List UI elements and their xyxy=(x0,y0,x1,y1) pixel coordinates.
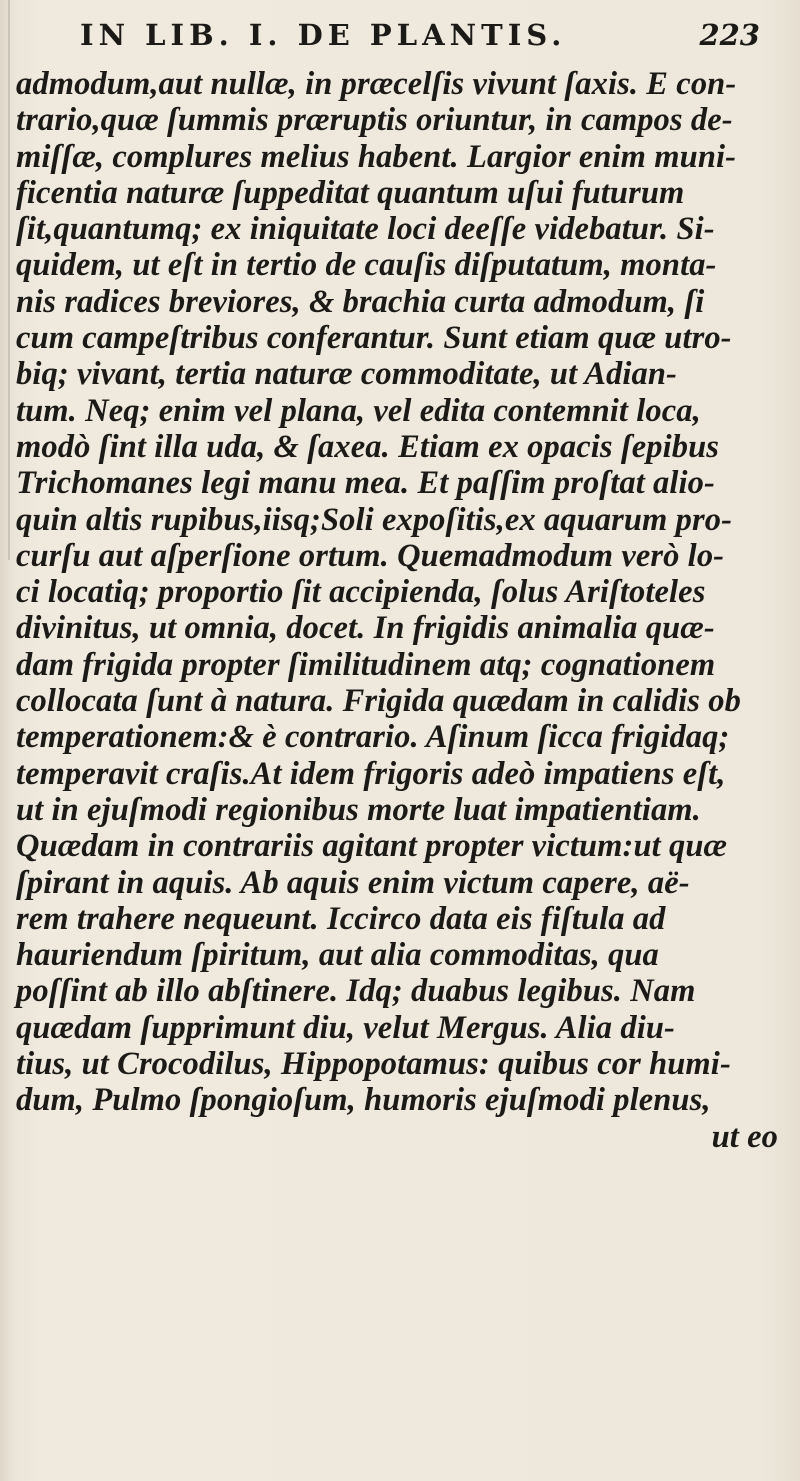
page-header xyxy=(80,14,760,58)
text-line: ſpirant in aquis. Ab aquis enim victum capere, aë- xyxy=(16,864,690,901)
text-line: tius, ut Crocodilus, Hippopotamus: quibus cor humi- xyxy=(16,1046,731,1083)
text-line: dum, Pulmo ſpongioſum, humoris ejuſmodi plenus, xyxy=(16,1082,711,1119)
text-line: temperavit craſis.At idem frigoris adeò impatiens eſt, xyxy=(16,755,726,792)
text-line: biq; vivant, tertia naturæ commoditate, ut Adian- xyxy=(16,356,677,393)
text-line: ut in ejuſmodi regionibus morte luat impatientiam. xyxy=(16,791,701,828)
body-text xyxy=(16,66,796,1155)
text-line: quædam ſupprimunt diu, velut Mergus. Alia diu- xyxy=(16,1009,675,1046)
text-line: curſu aut aſperſione ortum. Quemadmodum verò lo- xyxy=(16,537,725,574)
page-fold-shadow xyxy=(8,0,10,560)
text-line: temperationem:& è contrario. Aſinum ſicca frigidaq; xyxy=(16,719,730,756)
text-line: divinitus, ut omnia, docet. In frigidis animalia quæ- xyxy=(16,610,715,647)
text-line: quidem, ut eſt in tertio de cauſis diſputatum, monta- xyxy=(16,247,717,284)
text-line: dam frigida propter ſimilitudinem atq; cognationem xyxy=(16,646,716,683)
catchword: ut eo xyxy=(711,1118,778,1155)
text-line: miſſæ, complures melius habent. Largior enim muni- xyxy=(16,138,737,175)
text-line: tum. Neq; enim vel plana, vel edita contemnit loca, xyxy=(16,392,701,429)
text-line: trario,quæ ſummis præruptis oriuntur, in campos de- xyxy=(16,102,733,139)
text-line: poſſint ab illo abſtinere. Idq; duabus legibus. Nam xyxy=(16,973,696,1010)
text-line: admodum,aut nullæ, in præcelſis vivunt ſaxis. E con- xyxy=(16,66,737,102)
text-line: cum campeſtribus conferantur. Sunt etiam quæ utro- xyxy=(16,320,732,357)
text-line: ci locatiq; proportio ſit accipienda, ſolus Ariſtoteles xyxy=(16,574,706,611)
text-line: modò ſint illa uda, & ſaxea. Etiam ex opacis ſepibus xyxy=(16,428,720,465)
text-line: Quædam in contrariis agitant propter victum:ut quæ xyxy=(16,828,728,865)
text-line: Trichomanes legi manu mea. Et paſſim proſtat alio- xyxy=(16,465,715,502)
text-line: nis radices breviores, & brachia curta admodum, ſi xyxy=(16,283,705,320)
text-line: collocata ſunt à natura. Frigida quædam in calidis ob xyxy=(16,683,741,720)
text-line: quin altis rupibus,iisq;Soli expoſitis,ex aquarum pro- xyxy=(16,501,733,538)
text-line: rem trahere nequeunt. Iccirco data eis fiſtula ad xyxy=(16,900,666,937)
text-line: hauriendum ſpiritum, aut alia commoditas, qua xyxy=(16,937,659,974)
text-line: ſit,quantumq; ex iniquitate loci deeſſe videbatur. Si- xyxy=(16,211,715,248)
page-number: 223 xyxy=(699,18,760,52)
running-title: IN LIB. I. DE PLANTIS. xyxy=(80,18,567,52)
text-line: ficentia naturæ ſuppeditat quantum uſui futurum xyxy=(16,174,685,211)
